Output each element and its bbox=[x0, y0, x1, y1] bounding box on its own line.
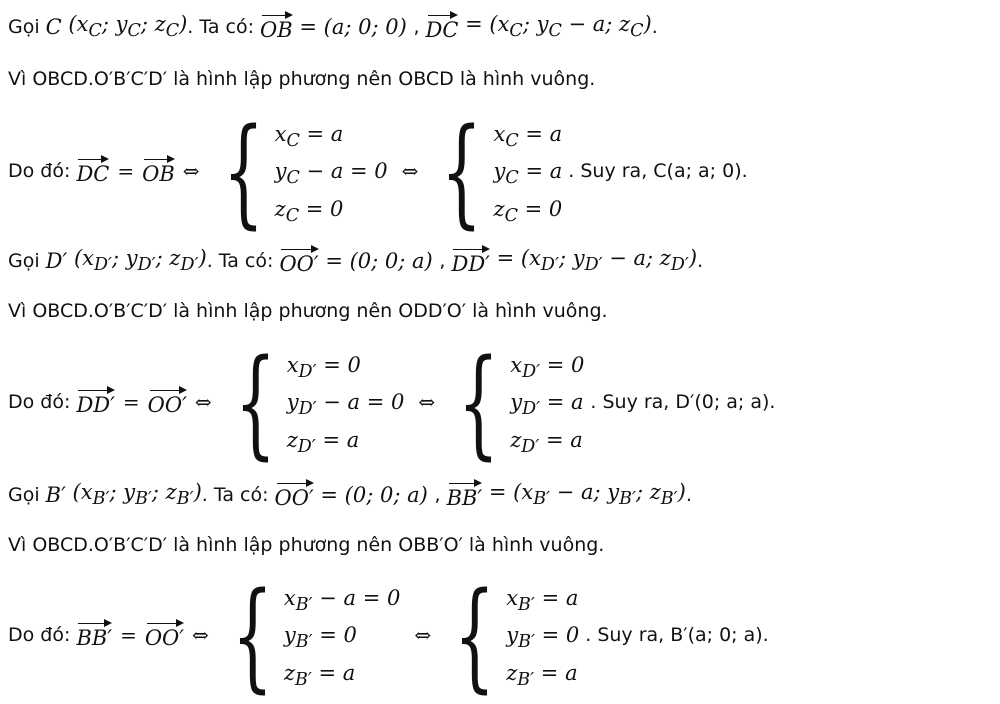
line-5: Vì OBCD.O′B′C′D′ là hình lập phương nên ODD′O′ là hình vuông. bbox=[8, 300, 608, 322]
line-2: Vì OBCD.O′B′C′D′ là hình lập phương nên OBCD là hình vuông. bbox=[8, 68, 596, 90]
system-block-3: Do đó: BB′ = OO′ ⇔ { $x_{B'} - a = 0$ $y_{B'} = 0$ $z_{B'} = a$ ⇔ { $x_{B'} = a$ $y_{B'} = 0$ $z_{B'} = a$ . Suy ra, B′(a; 0; a). bbox=[8, 566, 769, 704]
system-block-1: Do đó: DC = OB ⇔ { $x_C = a$ $y_C - a = 0$ $z_C = 0$ ⇔ { $x_C = a$ $y_C = a$ $z_C = 0$ . Suy ra, C(a; a; 0). bbox=[8, 102, 748, 240]
system-block-2: Do đó: DD′ = OO′ ⇔ { $x_{D'} = 0$ $y_{D'} - a = 0$ $z_{D'} = a$ ⇔ { $x_{D'} = 0$ $y_{D'} = a$ $z_{D'} = a$ . Suy ra, D′(0; a; a). bbox=[8, 333, 776, 471]
line-4: Gọi D′ ($x_{D'}$; $y_{D'}$; $z_{D'}$) . Ta có: OO′ = (0; 0; a) , DD′ = ($x_{D'}$; $y_{D'} - a$; $z_{D'}$) . bbox=[8, 246, 704, 276]
line-1: Gọi C ($x_C$; $y_C$; $z_C$) . Ta có: OB = (a; 0; 0) , DC = ($x_C$; $y_C - a$; $z_C$) . bbox=[8, 12, 658, 42]
line-7: Gọi B′ ($x_{B'}$; $y_{B'}$; $z_{B'}$) . Ta có: OO′ = (0; 0; a) , BB′ = ($x_{B'} - a$; $y_{B'}$; $z_{B'}$) . bbox=[8, 480, 692, 510]
line-8: Vì OBCD.O′B′C′D′ là hình lập phương nên OBB′O′ là hình vuông. bbox=[8, 534, 605, 556]
